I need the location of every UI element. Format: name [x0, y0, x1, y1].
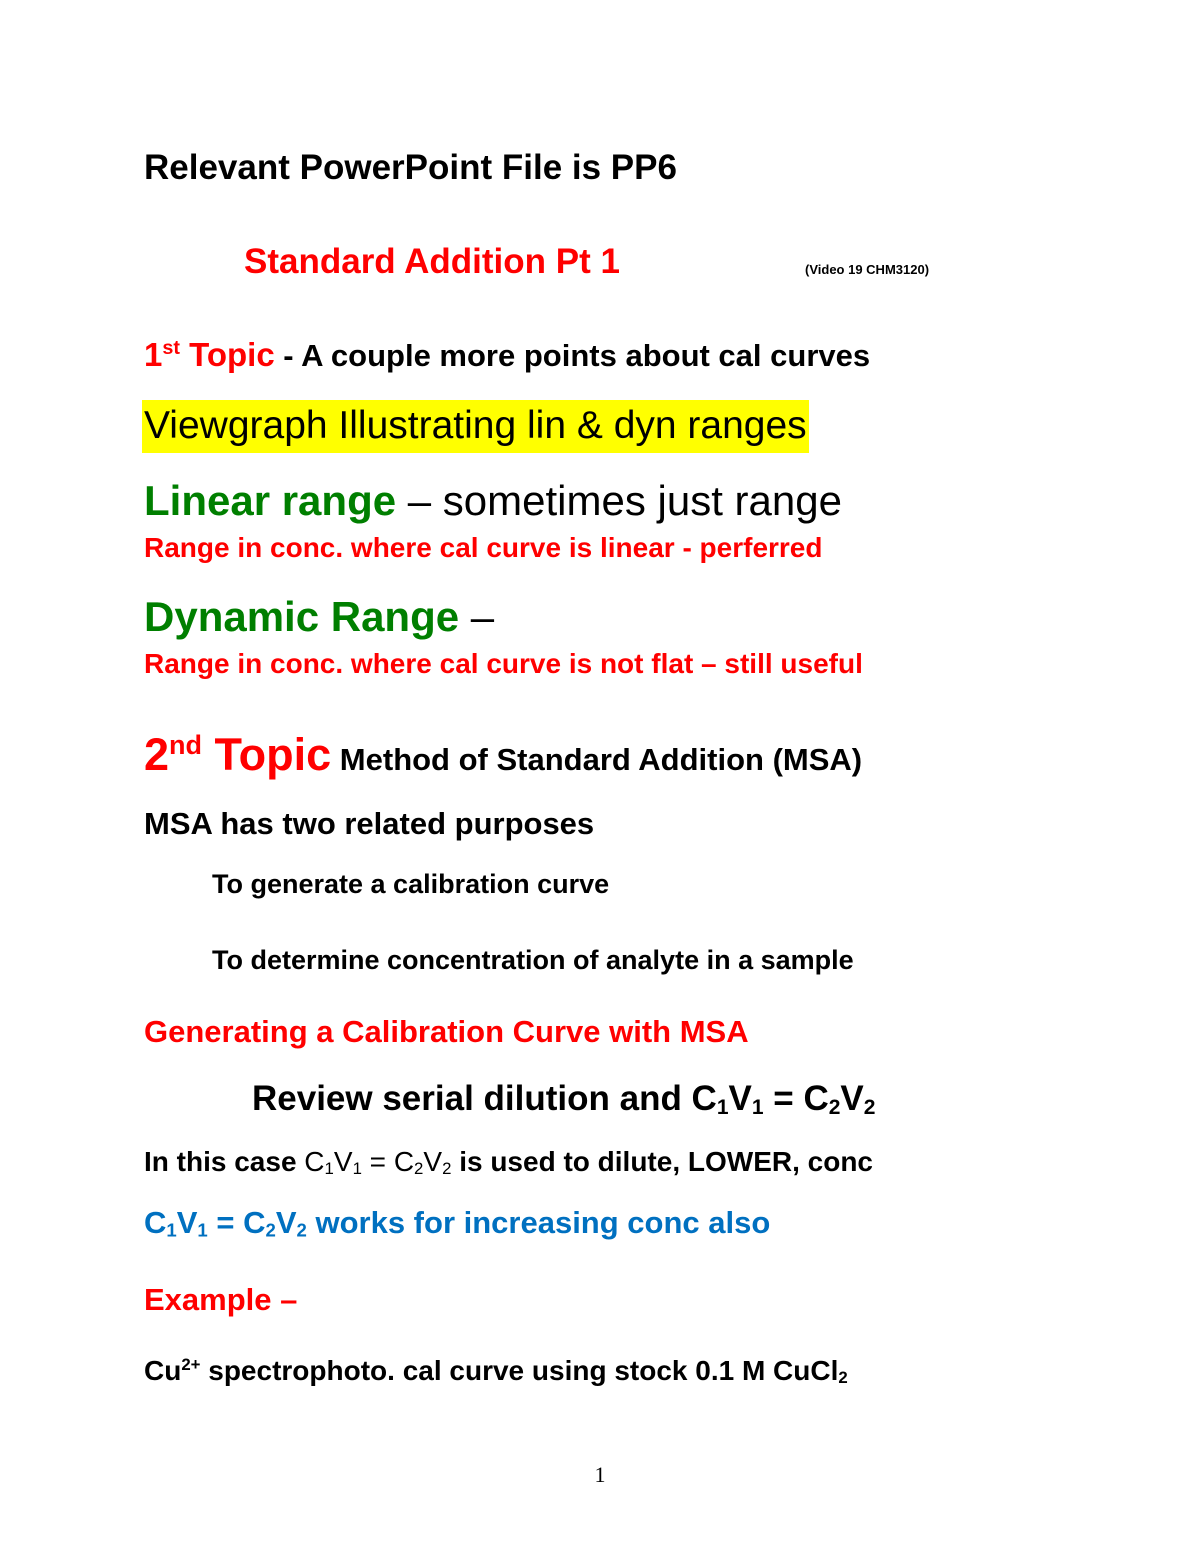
topic-1-label: Topic — [179, 336, 275, 373]
in-this-case-c1: C — [304, 1146, 325, 1177]
example-heading: Example – — [144, 1282, 298, 1317]
topic-2-number: 2 — [144, 729, 170, 780]
review-sub-2: 1 — [751, 1095, 764, 1119]
linear-range-term: Linear range — [144, 477, 397, 524]
purpose-1: To generate a calibration curve — [212, 869, 610, 899]
works-sub-3: 2 — [265, 1219, 276, 1241]
linear-range-definition: Range in conc. where cal curve is linear - perferred — [144, 532, 823, 563]
works-sub-4: 2 — [296, 1219, 307, 1241]
video-reference: (Video 19 CHM3120) — [805, 262, 930, 277]
in-this-case-v2: V — [423, 1146, 443, 1177]
cu-sub: 2 — [838, 1368, 848, 1388]
in-this-case-suffix: is used to dilute, LOWER, conc — [451, 1146, 874, 1177]
linear-range-line — [144, 477, 842, 524]
review-sub-4: 2 — [863, 1095, 876, 1119]
works-equals: = C — [207, 1205, 266, 1240]
works-v1: V — [176, 1205, 198, 1240]
in-this-case-sub-3: 2 — [414, 1159, 424, 1179]
in-this-case-line — [144, 1146, 874, 1179]
msa-purposes-line: MSA has two related purposes — [144, 806, 595, 841]
in-this-case-sub-1: 1 — [324, 1159, 334, 1179]
works-increasing-line — [144, 1205, 771, 1241]
review-sub-3: 2 — [828, 1095, 841, 1119]
review-equals: = C — [763, 1079, 829, 1118]
topic-1-heading — [144, 338, 870, 371]
generating-heading: Generating a Calibration Curve with MSA — [144, 1014, 749, 1049]
topic-2-sup: nd — [169, 729, 203, 760]
works-c1: C — [144, 1205, 167, 1240]
in-this-case-sub-2: 1 — [352, 1159, 362, 1179]
viewgraph-line — [144, 406, 809, 445]
in-this-case-sub-4: 2 — [442, 1159, 452, 1179]
viewgraph-highlight: Viewgraph Illustrating lin & dyn ranges — [142, 400, 809, 453]
review-v1: V — [728, 1079, 752, 1118]
purpose-2: To determine concentration of analyte in a sample — [212, 945, 854, 975]
review-dilution-line — [252, 1079, 876, 1119]
dynamic-range-term: Dynamic Range — [144, 593, 460, 640]
in-this-case-prefix: In this case — [144, 1146, 305, 1177]
dynamic-range-definition: Range in conc. where cal curve is not flat – still useful — [144, 648, 863, 679]
in-this-case-equals: = C — [361, 1146, 415, 1177]
works-suffix: works for increasing conc also — [306, 1205, 771, 1240]
works-sub-2: 1 — [197, 1219, 208, 1241]
dynamic-range-line — [144, 593, 495, 640]
works-v2: V — [275, 1205, 297, 1240]
page-number: 1 — [594, 1462, 606, 1487]
topic-1-sup: st — [162, 337, 180, 360]
review-sub-1: 1 — [716, 1095, 729, 1119]
topic-2-description: Method of Standard Addition (MSA) — [331, 742, 863, 777]
cu-charge: 2+ — [181, 1354, 201, 1374]
topic-1-number: 1 — [144, 336, 163, 373]
works-sub-1: 1 — [166, 1219, 177, 1241]
topic-2-heading — [144, 729, 863, 780]
cu-prefix: Cu — [144, 1355, 182, 1386]
topic-2-label: Topic — [202, 729, 332, 780]
dynamic-range-rest: – — [459, 593, 495, 640]
linear-range-rest: – sometimes just range — [396, 477, 842, 524]
topic-1-description: - A couple more points about cal curves — [274, 338, 871, 373]
cu-calibration-line — [144, 1354, 848, 1388]
cu-description: spectrophoto. cal curve using stock 0.1 M CuCl — [200, 1355, 839, 1386]
doc-title: Standard Addition Pt 1 — [244, 242, 620, 281]
relevant-file-line: Relevant PowerPoint File is PP6 — [144, 148, 677, 187]
review-v2: V — [840, 1079, 864, 1118]
in-this-case-v1: V — [333, 1146, 353, 1177]
review-prefix: Review serial dilution and C — [252, 1079, 717, 1118]
